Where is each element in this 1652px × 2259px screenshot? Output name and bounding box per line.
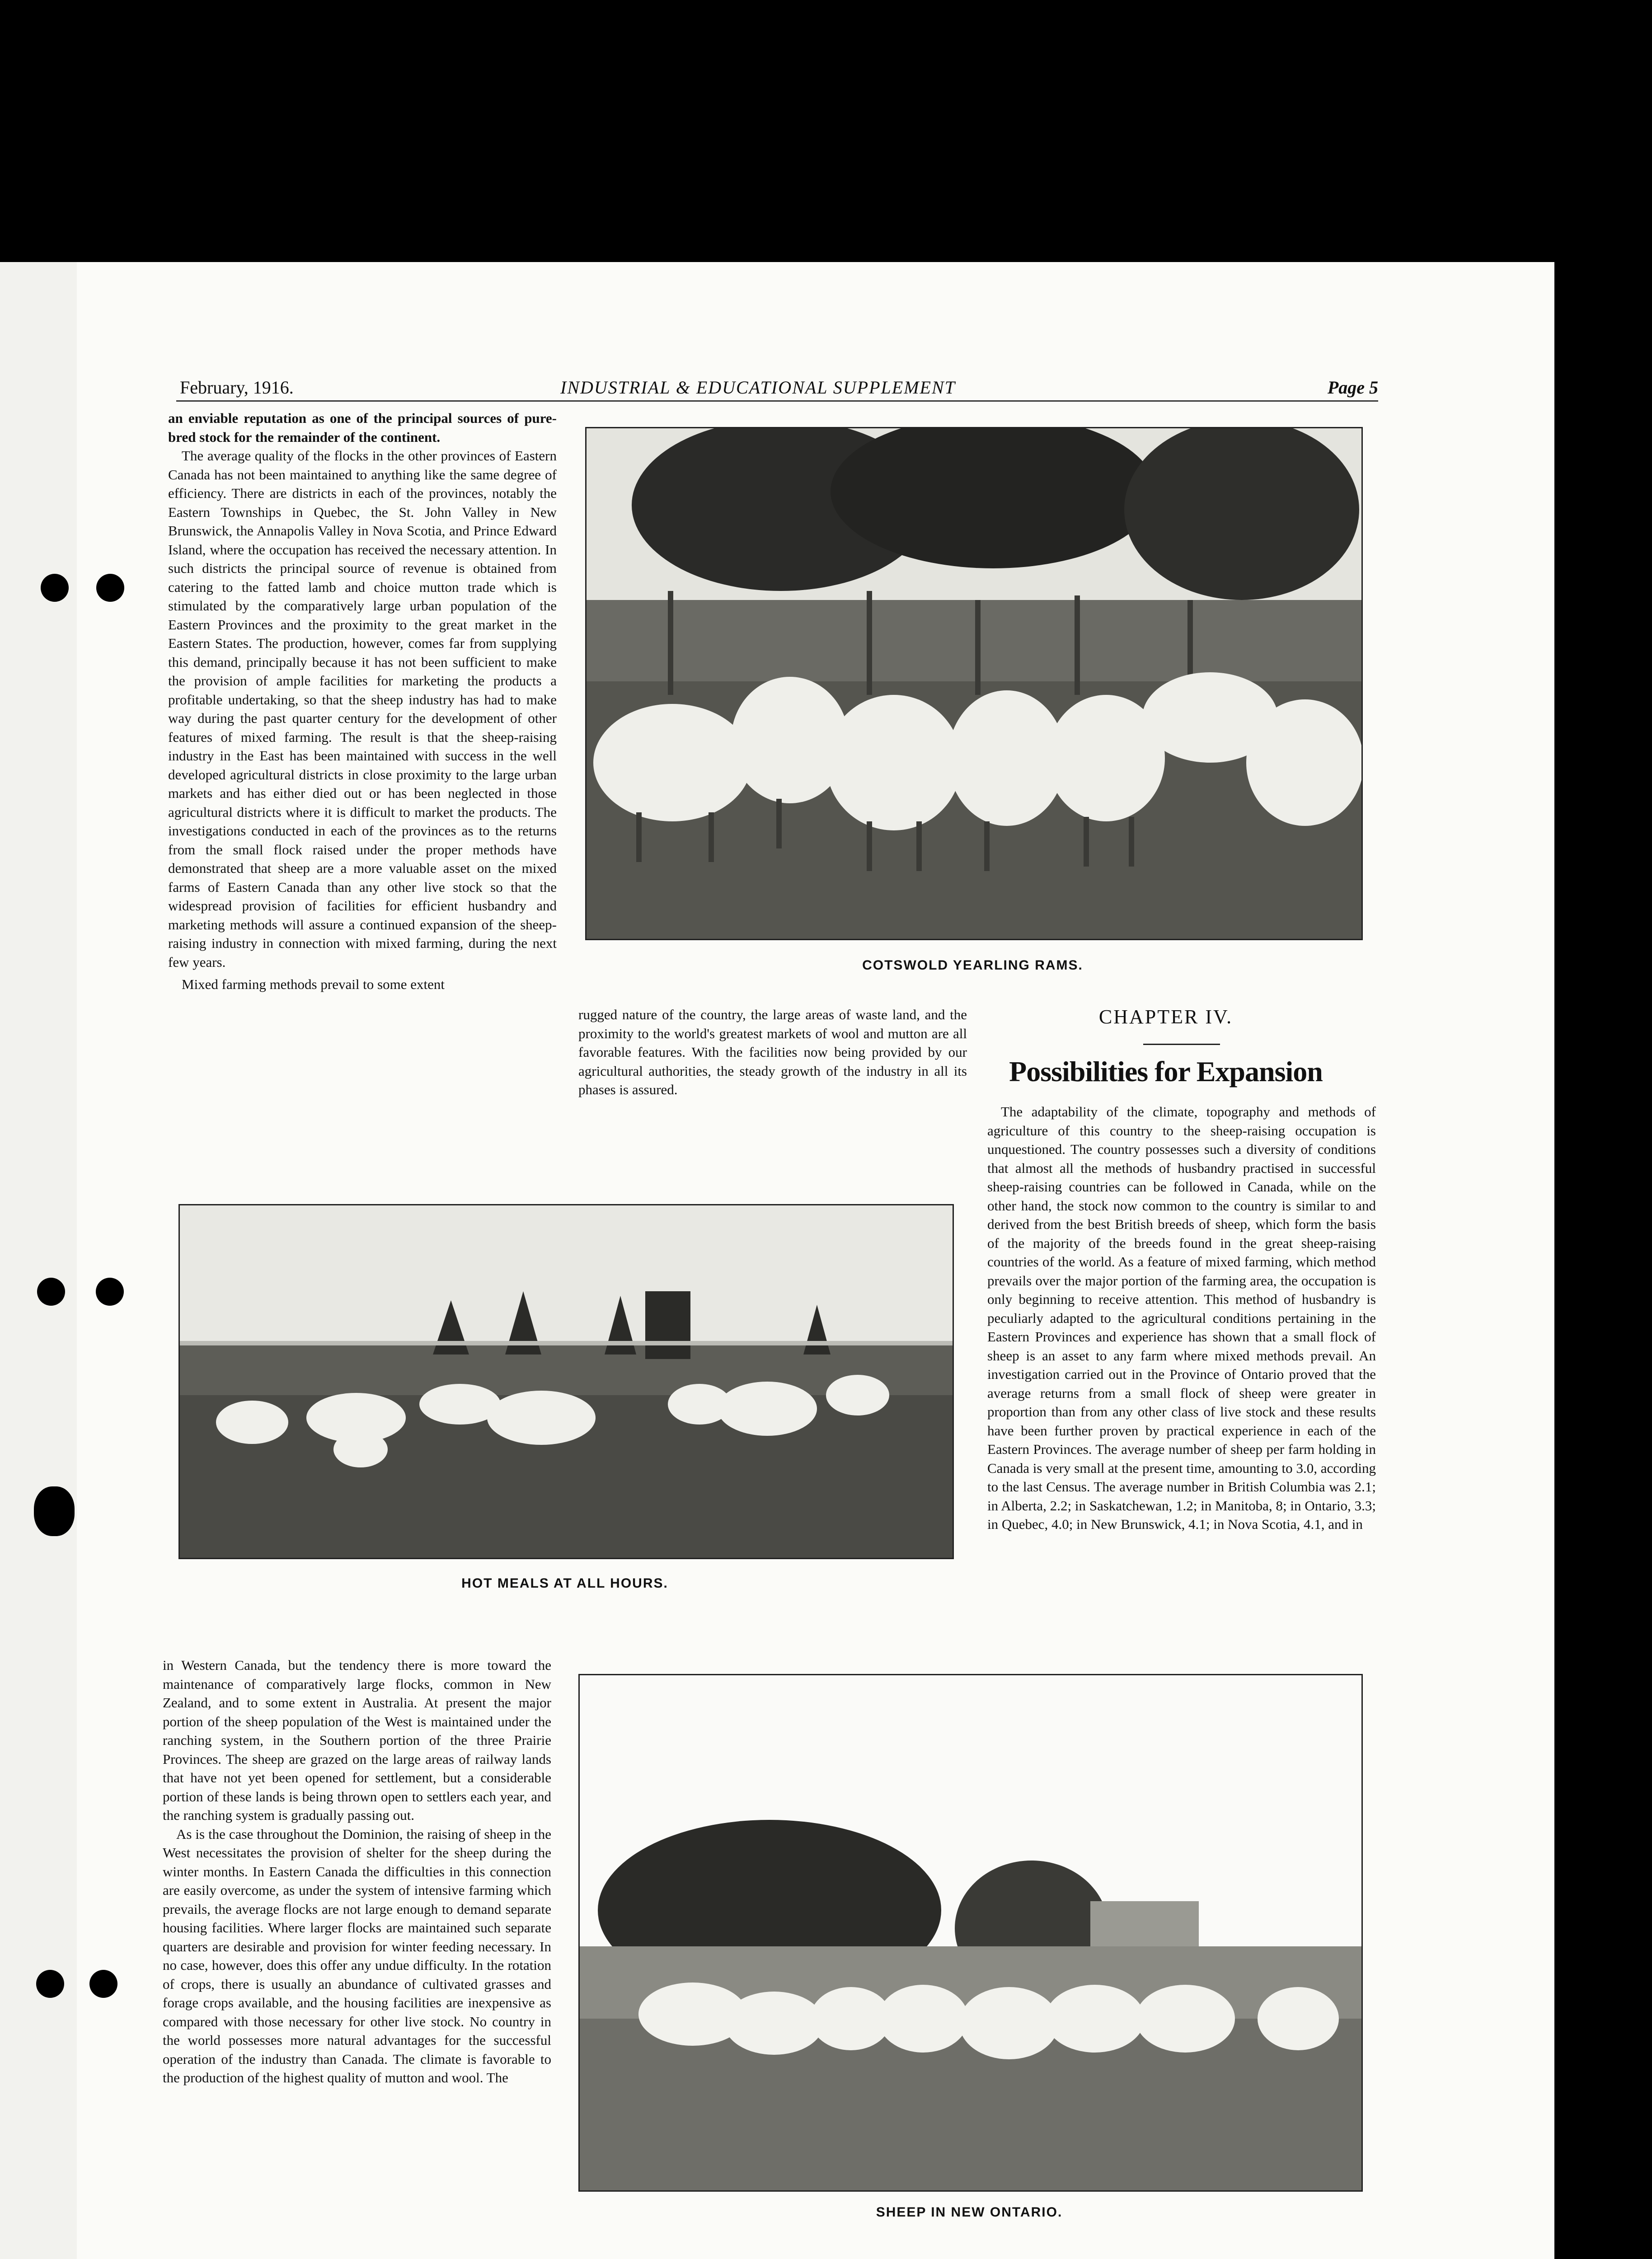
sheep-photo-image bbox=[580, 1675, 1361, 2190]
binder-hole bbox=[36, 1970, 64, 1998]
header-title: INDUSTRIAL & EDUCATIONAL SUPPLEMENT bbox=[560, 377, 956, 398]
sheep-photo-image bbox=[180, 1205, 953, 1558]
left-page-edge bbox=[0, 262, 86, 2259]
photo-caption: SHEEP IN NEW ONTARIO. bbox=[876, 2205, 1063, 2220]
binder-hole bbox=[41, 574, 69, 602]
photo-hot-meals bbox=[178, 1204, 954, 1559]
photo-caption: COTSWOLD YEARLING RAMS. bbox=[862, 958, 1083, 973]
binder-hole bbox=[34, 1486, 75, 1536]
photo-cotswold-rams bbox=[585, 427, 1363, 940]
photo-caption: HOT MEALS AT ALL HOURS. bbox=[461, 1576, 668, 1591]
paragraph: in Western Canada, but the tendency there is more toward the maintenance of comparatively large flocks, common in New Zealand, and to some extent in Australia. At present the major portion of the sheep population of the West is maintained under the ranching system, in the Southern portion of the three Prairie Provinces. The sheep are grazed on the large areas of railway lands that have not yet been opened for settlement, but a considerable portion of these lands is being thrown open to settlers each year, and the ranching system is gradually passing out. bbox=[163, 1657, 551, 1823]
sheep-photo-image bbox=[587, 428, 1361, 939]
column-top-left bbox=[168, 409, 557, 994]
paragraph: an enviable reputation as one of the principal sources of pure-bred stock for the remainder of the continent. bbox=[168, 410, 557, 445]
photo-new-ontario bbox=[578, 1674, 1363, 2192]
header-date: February, 1916. bbox=[180, 377, 294, 398]
paragraph: The average quality of the flocks in the other provinces of Eastern Canada has not been maintained to anything like the same degree of efficiency. There are districts in each of the provinces, notably the Eastern Townships in Quebec, the St. John Valley in New Brunswick, the Annapolis Valley in Nova Scotia, and Prince Edward Island, where the occupation has received the necessary attention. In such districts the principal source of revenue is obtained from catering to the fatted lamb and choice mutton trade which is stimulated by the comparatively large urban population of the Eastern Provinces and the proximity to the great market in the Eastern States. The production, however, comes far from supplying this demand, principally because it has not been sufficient to make the provision of ample facilities for marketing the products a profitable undertaking, so that the sheep industry has had to make way during the past quarter century for the development of other features of mixed farming. The result is that the sheep-raising industry in the East has been maintained with success in the well developed agricultural districts in close proximity to the large urban markets and has either died out or has been neglected in those agricultural districts where it is difficult to market the products. The investigations conducted in each of the provinces as to the returns from the small flock raised under the proper methods have demonstrated that sheep are a more valuable asset on the mixed farms of Eastern Canada than any other live stock so that the widespread provision of facilities for efficient husbandry and marketing methods will assure a continued expansion of the sheep-raising industry in connection with mixed farming, during the next few years. bbox=[168, 448, 557, 970]
page-header bbox=[176, 375, 1378, 402]
binder-hole bbox=[96, 1278, 124, 1306]
paragraph: rugged nature of the country, the large areas of waste land, and the proximity to the world's greatest markets of wool and mutton are all favorable features. With the facilities now being provided by our agricultural authorities, the steady growth of the industry in all its phases is assured. bbox=[578, 1007, 967, 1097]
binder-hole bbox=[89, 1970, 117, 1998]
header-page-number: Page 5 bbox=[1327, 377, 1378, 398]
column-bottom-left bbox=[163, 1656, 551, 2087]
chapter-label: CHAPTER IV. bbox=[1098, 1006, 1233, 1028]
binder-hole bbox=[37, 1278, 65, 1306]
paragraph: As is the case throughout the Dominion, the raising of sheep in the West necessitates the provision of shelter for the sheep during the winter months. In Eastern Canada the difficulties in this connection are easily overcome, as under the system of intensive farming which prevails, the average flocks are not large enough to demand separate housing facilities. Where larger flocks are maintained such separate quarters are desirable and provision for winter feeding necessary. In no case, however, does this offer any undue difficulty. In the rotation of crops, there is usually an abundance of cultivated grasses and forage crops available, and the housing facilities are inexpensive as compared with those necessary for other live stock. No country in the world possesses more natural advantages for the successful operation of the industry than Canada. The climate is favorable to the production of the highest quality of mutton and wool. The bbox=[163, 1826, 551, 2086]
column-top-middle bbox=[578, 1005, 967, 1099]
paragraph: The adaptability of the climate, topography and methods of agriculture of this country to the sheep-raising occupation is unquestioned. The country possesses such a diversity of conditions that almost all the methods of husbandry practised in successful sheep-raising countries can be followed in Canada, while on the other hand, the stock now common to the country is similar to and derived from the best British breeds of sheep, which form the basis of the majority of the breeds found in the great sheep-raising countries of the world. As a feature of mixed farming, which method prevails over the major portion of the farming area, the occupation is only beginning to receive attention. This method of husbandry is peculiarly adapted to the agricultural conditions pertaining in the Eastern Provinces and experience has shown that a small flock of sheep is an asset to any farm where mixed methods prevail. An investigation carried out in the Province of Ontario proved that the average returns from a small flock of sheep were greater in proportion than from any other class of live stock and these results have been further proven by practical experience in each of the Eastern Provinces. The average number of sheep per farm holding in Canada is very small at the present time, amounting to 3.0, according to the last Census. The average number in British Columbia was 2.1; in Alberta, 2.2; in Saskatchewan, 1.2; in Manitoba, 8; in Ontario, 3.3; in Quebec, 4.0; in New Brunswick, 4.1; in Nova Scotia, 4.1, and in bbox=[987, 1104, 1376, 1532]
paragraph: Mixed farming methods prevail to some extent bbox=[182, 976, 445, 992]
chapter-title: Possibilities for Expansion bbox=[1009, 1055, 1323, 1087]
binder-hole bbox=[96, 574, 124, 602]
column-right bbox=[987, 1102, 1376, 1534]
chapter-divider bbox=[1143, 1044, 1220, 1045]
